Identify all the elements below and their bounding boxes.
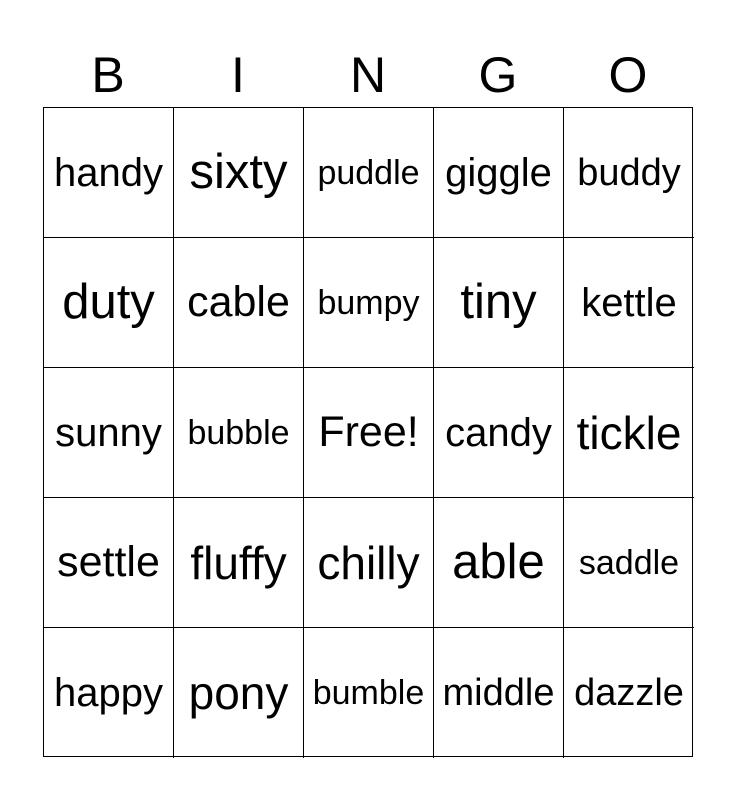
bingo-cell[interactable]: bubble	[174, 368, 304, 498]
bingo-cell[interactable]: tiny	[434, 238, 564, 368]
bingo-cell[interactable]: bumble	[304, 628, 434, 758]
free-space-cell[interactable]: Free!	[304, 368, 434, 498]
bingo-cell[interactable]: sunny	[44, 368, 174, 498]
bingo-cell[interactable]: kettle	[564, 238, 694, 368]
header-letter-n: N	[349, 47, 387, 103]
bingo-cell[interactable]: dazzle	[574, 672, 684, 714]
bingo-cell[interactable]: sixty	[174, 108, 304, 238]
bingo-cell[interactable]: duty	[44, 238, 174, 368]
bingo-cell[interactable]: pony	[174, 628, 304, 758]
bingo-grid	[43, 107, 693, 757]
bingo-cell[interactable]: fluffy	[174, 498, 304, 628]
bingo-cell[interactable]: handy	[44, 108, 174, 238]
bingo-cell[interactable]: tickle	[564, 368, 694, 498]
bingo-cell[interactable]: candy	[434, 368, 564, 498]
bingo-cell[interactable]: giggle	[434, 108, 564, 238]
bingo-header	[43, 45, 693, 105]
bingo-cell[interactable]: able	[434, 498, 564, 628]
header-letter-b: B	[91, 47, 125, 103]
bingo-cell[interactable]: middle	[434, 628, 564, 758]
header-letter-o: O	[608, 47, 648, 103]
bingo-cell[interactable]: cable	[174, 238, 304, 368]
bingo-cell[interactable]: settle	[44, 498, 174, 628]
bingo-cell[interactable]: puddle	[304, 108, 434, 238]
header-letter-i: I	[231, 47, 245, 103]
bingo-cell[interactable]: saddle	[564, 498, 694, 628]
bingo-cell[interactable]: buddy	[564, 108, 694, 238]
bingo-cell[interactable]: chilly	[304, 498, 434, 628]
bingo-cell[interactable]: happy	[44, 628, 174, 758]
header-letter-g: G	[478, 47, 518, 103]
bingo-cell[interactable]: bumpy	[304, 238, 434, 368]
